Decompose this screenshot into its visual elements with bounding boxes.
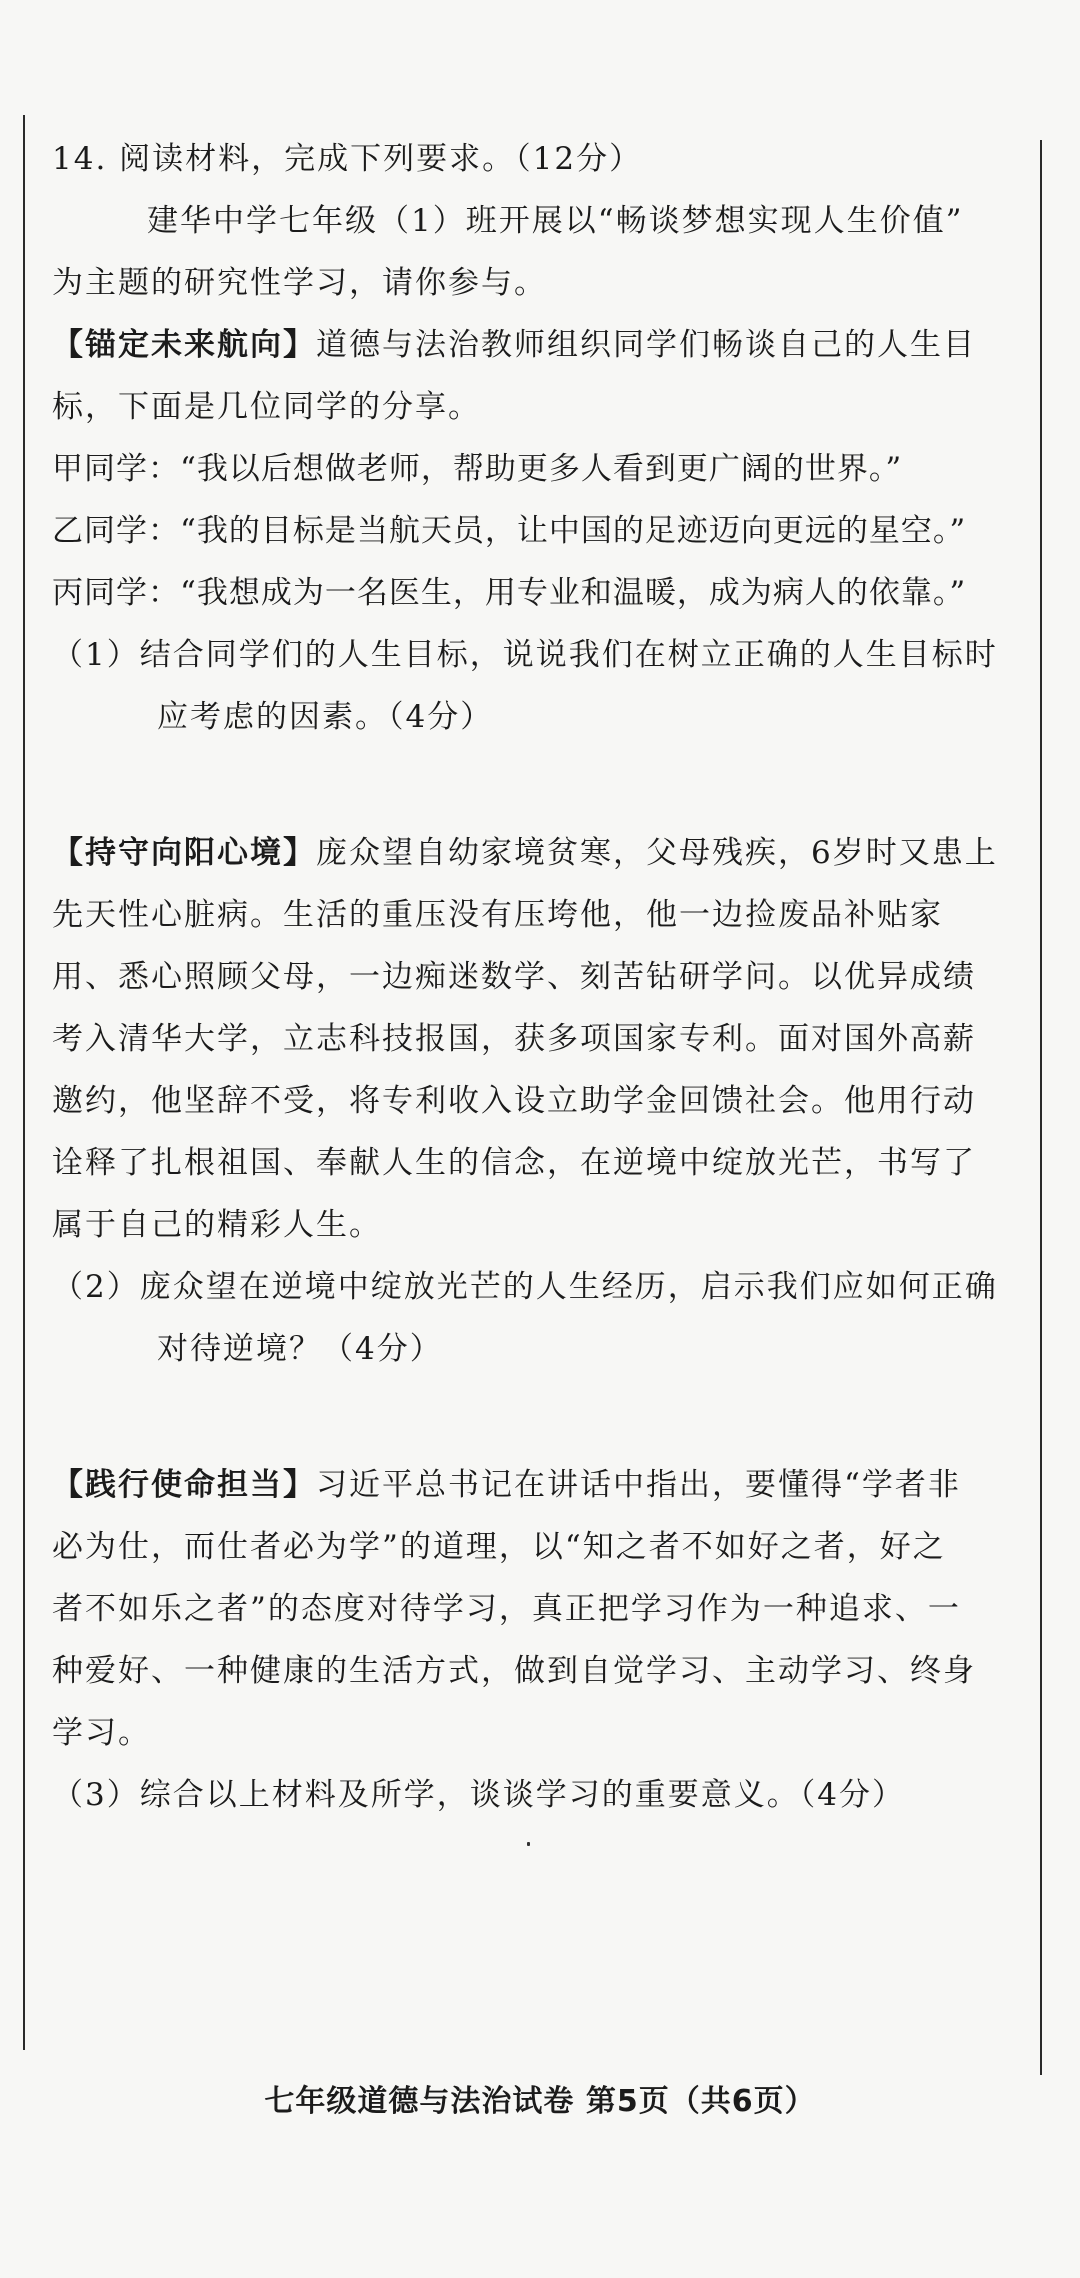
page-footer: 七年级道德与法治试卷 第5页（共6页） (264, 2084, 816, 2119)
question-title: 14. 阅读材料，完成下列要求。（12分） (52, 141, 643, 177)
sub-question-1: （1）结合同学们的人生目标，说说我们在树立正确的人生目标时 (52, 637, 998, 673)
intro-line: 建华中学七年级（1）班开展以“畅谈梦想实现人生价值” (147, 203, 964, 239)
section-heading: 【持守向阳心境】 (52, 835, 316, 871)
material-text: 诠释了扎根祖国、奉献人生的信念，在逆境中绽放光芒，书写了 (52, 1145, 976, 1181)
student-quote-yi: 乙同学：“我的目标是当航天员，让中国的足迹迈向更远的星空。” (52, 513, 967, 549)
sub-question-3: （3）综合以上材料及所学，谈谈学习的重要意义。（4分） (52, 1777, 905, 1813)
scan-speck (527, 1842, 530, 1846)
material-text: 道德与法治教师组织同学们畅谈自己的人生目 (316, 327, 976, 363)
section-mission (52, 1454, 1012, 1516)
sub-question-2-cont: 对待逆境？（4分） (157, 1331, 443, 1367)
answer-space (52, 1380, 1012, 1454)
material-text: 标，下面是几位同学的分享。 (52, 389, 481, 425)
material-text: 必为仕，而仕者必为学”的道理，以“知之者不如好之者，好之 (52, 1529, 946, 1565)
material-text: 种爱好、一种健康的生活方式，做到自觉学习、主动学习、终身 (52, 1653, 976, 1689)
section-heading: 【锚定未来航向】 (52, 327, 316, 363)
intro-line: 为主题的研究性学习，请你参与。 (52, 265, 547, 301)
student-quote-bing: 丙同学：“我想成为一名医生，用专业和温暖，成为病人的依靠。” (52, 575, 967, 611)
sub-question-2: （2）庞众望在逆境中绽放光芒的人生经历，启示我们应如何正确 (52, 1269, 998, 1305)
right-margin-rule (1040, 140, 1042, 2075)
section-anchor-future (52, 314, 1012, 376)
material-text: 先天性心脏病。生活的重压没有压垮他，他一边捡废品补贴家 (52, 897, 943, 933)
material-text: 庞众望自幼家境贫寒，父母残疾，6岁时又患上 (316, 835, 998, 871)
question-14 (52, 128, 1012, 1826)
section-heading: 【践行使命担当】 (52, 1467, 316, 1503)
material-text: 考入清华大学，立志科技报国，获多项国家专利。面对国外高薪 (52, 1021, 976, 1057)
material-text: 属于自己的精彩人生。 (52, 1207, 382, 1243)
student-quote-jia: 甲同学：“我以后想做老师，帮助更多人看到更广阔的世界。” (52, 451, 903, 487)
left-margin-rule (23, 115, 25, 2050)
material-text: 学习。 (52, 1715, 151, 1751)
material-text: 者不如乐之者”的态度对待学习，真正把学习作为一种追求、一 (52, 1591, 961, 1627)
section-positive-mindset (52, 822, 1012, 884)
answer-space (52, 748, 1012, 822)
material-text: 邀约，他坚辞不受，将专利收入设立助学金回馈社会。他用行动 (52, 1083, 976, 1119)
sub-question-1-cont: 应考虑的因素。（4分） (157, 699, 494, 735)
material-text: 用、悉心照顾父母，一边痴迷数学、刻苦钻研学问。以优异成绩 (52, 959, 976, 995)
material-text: 习近平总书记在讲话中指出，要懂得“学者非 (316, 1467, 961, 1503)
